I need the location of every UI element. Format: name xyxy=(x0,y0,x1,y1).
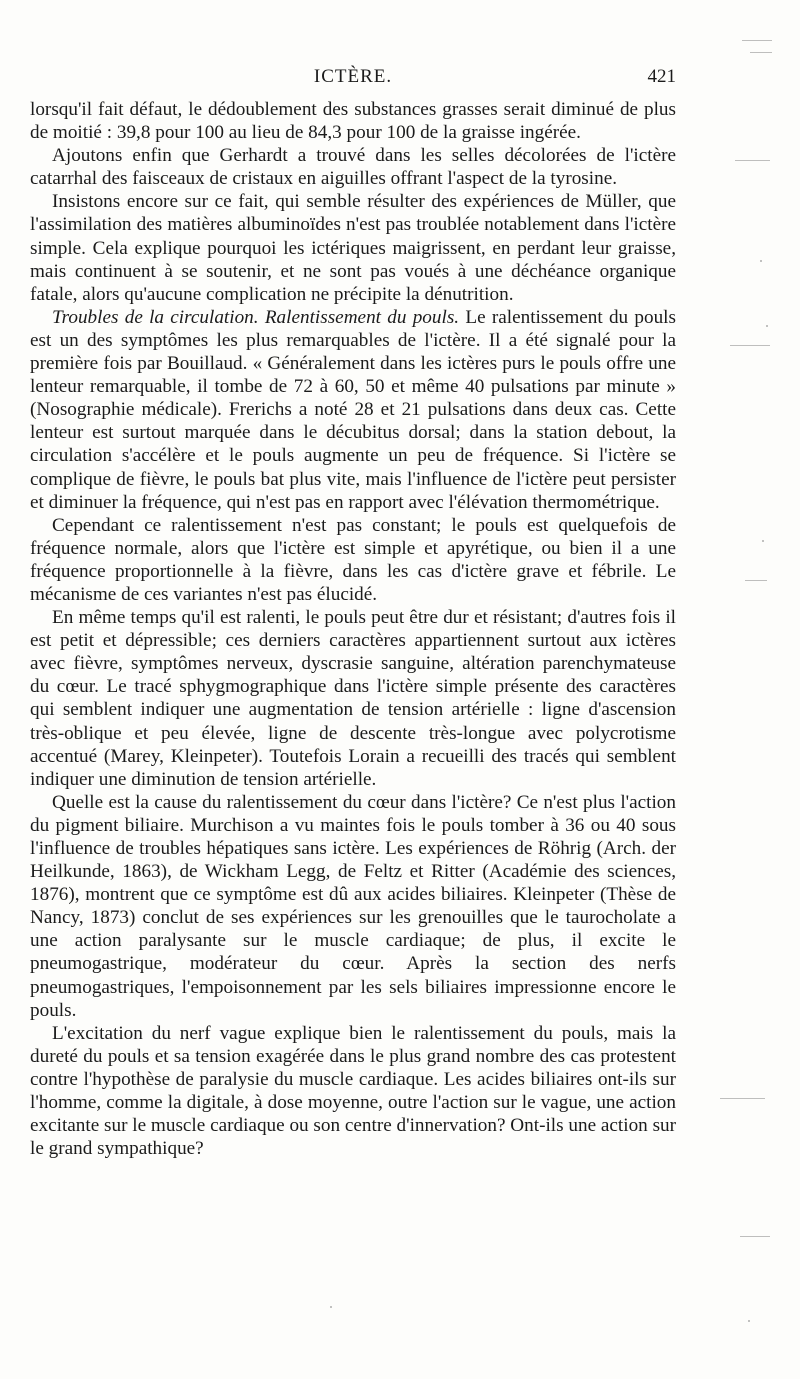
page-number: 421 xyxy=(647,66,676,87)
paragraph-continued: lorsqu'il fait défaut, le dédoublement des substances grasses serait diminué de plus de moitié : 39,8 pour 100 au lieu de 84,3 pour 100 de la graisse ingérée. xyxy=(30,99,676,144)
paragraph: Cependant ce ralentissement n'est pas constant; le pouls est quelquefois de fréquence normale, alors que l'ictère est simple et apyrétique, ou bien il a une fréquence proportionnelle à la fièvre, dans les cas d'ictère grave et fébrile. Le mécanisme de ces variantes n'est pas élucidé. xyxy=(30,514,676,605)
scan-artifact xyxy=(735,160,770,161)
paragraph-circulation xyxy=(30,306,676,514)
paragraph: Ajoutons enfin que Gerhardt a trouvé dans les selles décolorées de l'ictère catarrhal des faisceaux de cristaux en aiguilles offrant l'aspect de la tyrosine. xyxy=(30,145,676,190)
scan-artifact xyxy=(766,325,768,327)
scan-artifact xyxy=(740,1236,770,1237)
paragraph-circulation-text: Le ralentissement du pouls est un des symptômes les plus remarquables de l'ictère. Il a été signalé pour la première fois par Bouillaud. « Généralement dans les ictères purs le pouls offre une lenteur remarquable, il tombe de 72 à 60, 50 et même 40 pulsations par minute » (Nosographie médicale). Frerichs a noté 28 et 21 pulsations dans deux cas. Cette lenteur est surtout marquée dans le décubitus dorsal; dans la station debout, la circulation s'accélère et le pouls augmente un peu de fréquence. Si l'ictère se complique de fièvre, le pouls bat plus vite, mais l'influence de l'ictère peut persister et diminuer la fréquence, qui n'est pas en rapport avec l'élévation thermométrique. xyxy=(30,306,676,513)
paragraph: L'excitation du nerf vague explique bien le ralentissement du pouls, mais la dureté du pouls et sa tension exagérée dans le plus grand nombre des cas protestent contre l'hypothèse de paralysie du muscle cardiaque. Les acides biliaires ont-ils sur l'homme, comme la digitale, à dose moyenne, outre l'action sur le vague, une action excitante sur le muscle cardiaque ou son centre d'innervation? Ont-ils une action sur le grand sympathique? xyxy=(30,1022,677,1160)
running-title: ICTÈRE. xyxy=(313,66,393,87)
body-text xyxy=(30,98,676,1160)
scan-artifact xyxy=(330,1306,332,1308)
paragraph: Quelle est la cause du ralentissement du cœur dans l'ictère? Ce n'est plus l'action du pigment biliaire. Murchison a vu maintes fois le pouls tomber à 36 ou 40 sous l'influence de troubles hépatiques sans ictère. Les expériences de Röhrig (Arch. der Heilkunde, 1863), de Wickham Legg, de Feltz et Ritter (Académie des sciences, 1876), montrent que ce symptôme est dû aux acides biliaires. Kleinpeter (Thèse de Nancy, 1873) conclut de ses expériences sur les grenouilles que le taurocholate a une action paralysante sur le muscle cardiaque; de plus, il excite le pneumogastrique, modérateur du cœur. Après la section des nerfs pneumogastriques, l'empoisonnement par les sels biliaires impressionne encore le pouls. xyxy=(30,791,676,1021)
scan-artifact xyxy=(750,52,772,53)
scan-artifact xyxy=(762,540,764,542)
scan-artifact xyxy=(760,260,762,262)
scan-artifact xyxy=(730,345,770,346)
paragraph: En même temps qu'il est ralenti, le pouls peut être dur et résistant; d'autres fois il est petit et dépressible; ces derniers caractères appartiennent surtout aux ictères avec fièvre, symptômes nerveux, dyscrasie sanguine, altération parenchymateuse du cœur. Le tracé sphygmographique dans l'ictère simple présente des caractères qui semblent indiquer une augmentation de tension artérielle : ligne d'ascension très-oblique et peu élevée, ligne de descente très-longue avec polycrotisme accentué (Marey, Kleinpeter). Toutefois Lorain a recueilli des tracés qui semblent indiquer une diminution de tension artérielle. xyxy=(30,607,676,790)
paragraph: Insistons encore sur ce fait, qui semble résulter des expériences de Müller, que l'assimilation des matières albuminoïdes n'est pas troublée notablement dans l'ictère simple. Cela explique pourquoi les ictériques maigrissent, en perdant leur graisse, mais continuent à se soutenir, et ne sont pas voués à une déchéance organique fatale, alors qu'aucune complication ne précipite la dénutrition. xyxy=(30,191,676,305)
scan-artifact xyxy=(720,1098,765,1099)
page-header xyxy=(30,66,676,92)
scan-artifact xyxy=(742,40,772,41)
scan-artifact xyxy=(745,580,767,581)
section-subheading: Troubles de la circulation. Ralentissement du pouls. xyxy=(52,306,460,328)
scan-artifact xyxy=(748,1320,750,1322)
